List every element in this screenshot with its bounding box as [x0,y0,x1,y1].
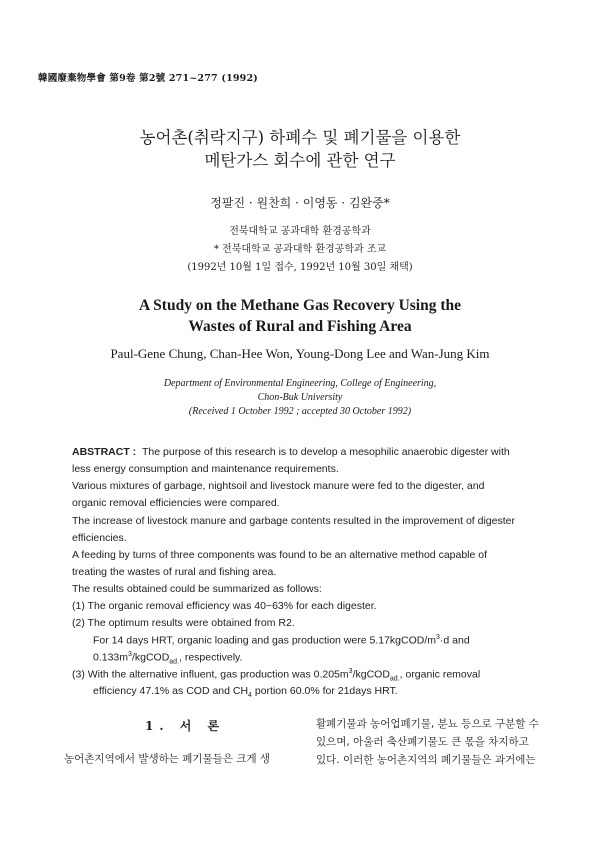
abstract-line: efficiencies. [72,532,127,544]
abstract-line: Various mixtures of garbage, nightsoil and livestock manure were fed to the digester, and [72,480,485,492]
section-heading: 1. 서 론 [145,719,226,733]
university: Chon-Buk University [257,392,343,403]
body-text-right: 있다. 이러한 농어촌지역의 폐기물들은 과거에는 [316,754,536,766]
body-text-right: 활폐기물과 농어업폐기물, 분뇨 등으로 구분할 수 [316,718,539,730]
abstract-text: The purpose of this research is to develop a mesophilic anaerobic digester with [142,446,510,458]
korean-title-line1: 농어촌(취락지구) 하폐수 및 폐기물을 이용한 [139,128,461,147]
body-text-left: 농어촌지역에서 발생하는 폐기물들은 크게 생 [64,753,271,765]
result-2-detail: $0.133m^3/kgCOD_{ad.}$, respectively. [93,651,243,666]
korean-title-line2: 메탄가스 회수에 관한 연구 [204,151,396,170]
abstract-line [72,446,532,458]
abstract-line: organic removal efficiencies were compared. [72,497,280,509]
result-2-detail: For 14 days HRT, organic loading and gas production were $5.17kgCOD/m^3\cdot d$ and [93,634,470,647]
english-authors: Paul-Gene Chung, Chan-Hee Won, Young-Dong Lee and Wan-Jung Kim [110,346,490,361]
abstract-line: treating the wastes of rural and fishing area. [72,566,277,578]
result-3: (3) With the alternative influent, gas production was $0.205m^3/kgCOD_{ad.}$, organic removal [72,668,481,683]
result-1: (1) The organic removal efficiency was 40~63% for each digester. [72,600,377,612]
abstract-line: The increase of livestock manure and garbage contents resulted in the improvement of digester [72,515,515,527]
english-title-line2: Wastes of Rural and Fishing Area [188,318,412,335]
korean-affiliation: 전북대학교 공과대학 환경공학과 [229,226,371,237]
korean-received-dates: (1992년 10월 1일 접수, 1992년 10월 30일 채택) [187,262,413,273]
journal-header: 韓國廢棄物學會 第9卷 第2號 271~277 (1992) [38,73,259,84]
department: Department of Environmental Engineering, College of Engineering, [163,378,437,389]
abstract-line: A feeding by turns of three components was found to be an alternative method capable of [72,549,488,561]
abstract-line: The results obtained could be summarized as follows: [72,583,322,595]
english-title-line1: A Study on the Methane Gas Recovery Using the [138,297,462,314]
abstract-label: ABSTRACT : [72,446,137,458]
korean-affiliation-assistant: * 전북대학교 공과대학 환경공학과 조교 [213,244,387,255]
korean-authors: 정팔진 · 원찬희 · 이영동 · 김완중* [210,196,390,210]
body-text-right: 있으며, 아울러 축산폐기물도 큰 몫을 차지하고 [316,736,529,748]
received-dates: (Received 1 October 1992 ; accepted 30 October 1992) [188,406,412,417]
abstract-line: less energy consumption and maintenance requirements. [72,463,339,475]
result-2: (2) The optimum results were obtained from R2. [72,617,295,629]
result-3-detail: efficiency 47.1% as COD and $CH_4$ portion 60.0% for 21days HRT. [93,685,398,700]
